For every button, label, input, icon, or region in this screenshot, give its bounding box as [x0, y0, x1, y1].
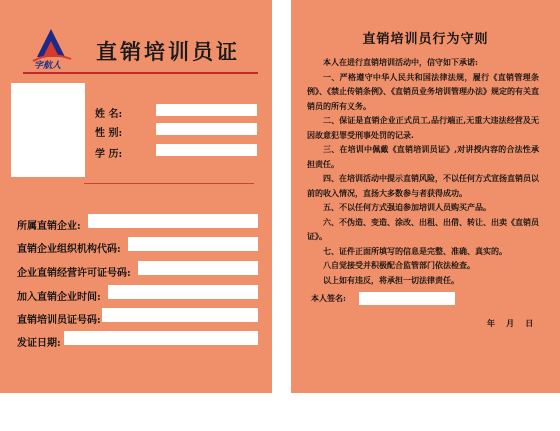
- logo-text: 字航人: [34, 61, 62, 71]
- gender-field[interactable]: [156, 123, 257, 135]
- signature-field[interactable]: [359, 292, 455, 305]
- conduct-paragraph: 四、在培训活动中提示直销风险，不以任何方式宣扬直销员以前的收入情况，直扬大多数参与者获得成功。: [307, 173, 539, 198]
- conduct-body: [307, 55, 539, 287]
- conduct-paragraph: 六、不伪造、变造、涂改、出租、出借、转让、出卖《直销员证》。: [307, 216, 539, 241]
- org-code-label: 直销企业组织机构代码:: [17, 244, 121, 255]
- photo-placeholder: [11, 83, 85, 177]
- conduct-paragraph: 七、证件正面所填写的信息是完整、准确、真实的。: [323, 245, 507, 256]
- conduct-paragraph: 以上如有违反，将承担一切法律责任。: [323, 274, 459, 285]
- conduct-paragraph: 五、不以任何方式强迫参加培训人员购买产品。: [323, 202, 491, 212]
- issue-date-field[interactable]: [64, 331, 258, 345]
- org-code-field[interactable]: [128, 237, 258, 251]
- name-label: 姓 名:: [95, 109, 123, 120]
- issue-date-label: 发证日期:: [17, 338, 61, 349]
- conduct-paragraph: 八自觉接受并积极配合监管部门依法检查。: [323, 260, 475, 270]
- education-field[interactable]: [156, 144, 257, 156]
- date-line: 年 月 日: [487, 318, 534, 328]
- section-divider: [84, 183, 254, 184]
- gender-label: 性 别:: [95, 128, 123, 139]
- name-field[interactable]: [156, 104, 257, 116]
- card-title: 直销培训员证: [96, 39, 240, 64]
- join-date-label: 加入直销企业时间:: [17, 292, 101, 303]
- code-of-conduct-card: [291, 0, 560, 393]
- company-label: 所属直销企业:: [17, 221, 81, 232]
- training-card-front: [0, 0, 272, 393]
- conduct-paragraph: 一、严格遵守中华人民共和国法律法规，履行《直销管理条例》、《禁止传销条例》、《直销员业务培训管理办法》规定的有关直销员的所有义务。: [307, 71, 539, 111]
- education-label: 学 历:: [95, 149, 123, 160]
- conduct-paragraph: 二、保证是直销企业正式员工,品行端正,无重大违法经营及无因故意犯罪受刑事处罚的记录.: [307, 115, 539, 140]
- conduct-title: 直销培训员行为守则: [362, 32, 489, 47]
- license-field[interactable]: [138, 261, 258, 275]
- signature-label: 本人签名:: [311, 293, 346, 303]
- license-label: 企业直销经营许可证号码:: [17, 268, 131, 279]
- conduct-paragraph: 本人在进行直销培训活动中，信守如下承诺:: [323, 57, 478, 67]
- join-date-field[interactable]: [108, 285, 258, 299]
- divider: [23, 72, 258, 74]
- company-field[interactable]: [88, 214, 258, 228]
- cert-number-field[interactable]: [102, 308, 258, 322]
- conduct-paragraph: 三、在培训中佩戴《直销培训员证》,对讲授内容的合法性承担责任。: [307, 144, 539, 169]
- cert-number-label: 直销培训员证号码:: [17, 315, 101, 326]
